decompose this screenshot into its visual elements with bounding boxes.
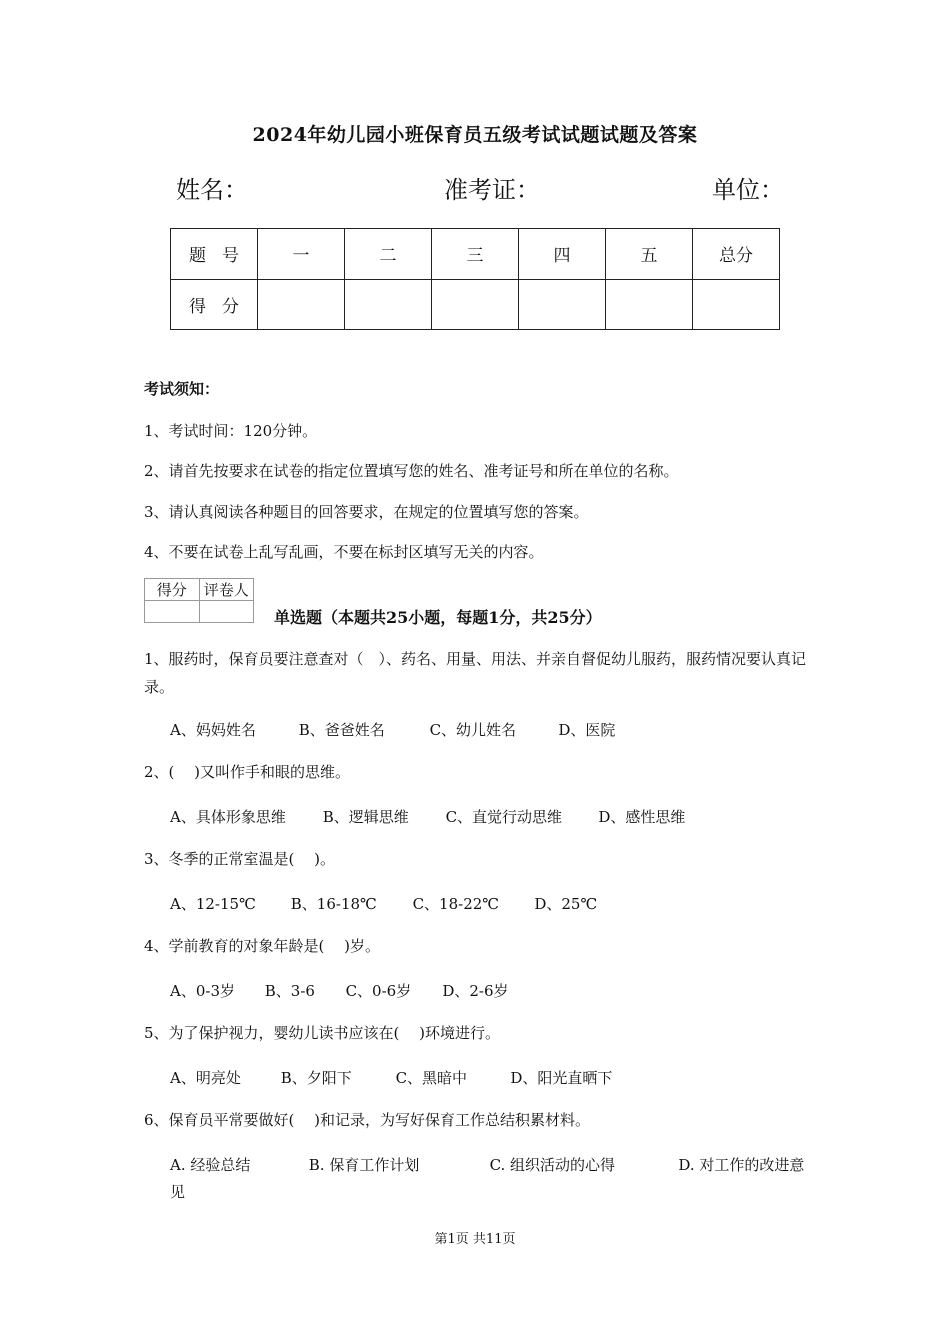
question-stem: 4、学前教育的对象年龄是( )岁。 [144, 937, 381, 955]
option-a[interactable]: A、妈妈姓名 [170, 721, 256, 739]
score-table-col-1: 一 [258, 229, 345, 280]
question-options [170, 1067, 612, 1088]
grader-box-score-cell[interactable] [145, 601, 200, 623]
question-options [170, 806, 685, 827]
option-d[interactable]: D、25℃ [534, 895, 598, 913]
question-stem: 6、保育员平常要做好( )和记录，为写好保育工作总结积累材料。 [144, 1111, 591, 1129]
option-d[interactable]: D、感性思维 [598, 808, 686, 826]
score-table-col-3: 三 [432, 229, 519, 280]
question-stem: 1、服药时，保育员要注意查对（ ）、药名、用量、用法、并亲自督促幼儿服药，服药情况要认真记录。 [144, 650, 807, 696]
option-c[interactable]: C、18-22℃ [412, 895, 500, 913]
option-a[interactable]: A、0-3岁 [170, 982, 235, 1000]
notice-heading: 考试须知： [144, 380, 220, 398]
option-c[interactable]: C、幼儿姓名 [429, 721, 517, 739]
question-options [170, 719, 615, 740]
option-a[interactable]: A、具体形象思维 [170, 808, 286, 826]
option-a[interactable]: A、12-15℃ [170, 895, 256, 913]
score-cell-4[interactable] [519, 279, 606, 330]
option-b[interactable]: B、夕阳下 [280, 1069, 352, 1087]
score-table [170, 228, 780, 330]
grader-box-score-label: 得分 [145, 579, 200, 601]
option-c[interactable]: C. 组织活动的心得 [489, 1156, 616, 1174]
score-table-col-4: 四 [519, 229, 606, 280]
notice-item: 3、请认真阅读各种题目的回答要求，在规定的位置填写您的答案。 [144, 503, 589, 521]
score-cell-3[interactable] [432, 279, 519, 330]
section-title: 单选题（本题共25小题，每题1分，共25分） [274, 608, 602, 627]
option-a[interactable]: A. 经验总结 [170, 1156, 251, 1174]
score-cell-2[interactable] [345, 279, 432, 330]
question-options [170, 980, 509, 1001]
question-stem: 2、( )又叫作手和眼的思维。 [144, 763, 351, 781]
score-table-col-total: 总分 [693, 229, 780, 280]
option-d[interactable]: D、2-6岁 [442, 982, 509, 1000]
option-c[interactable]: C、黑暗中 [395, 1069, 468, 1087]
question-options [170, 893, 597, 914]
notice-item: 4、不要在试卷上乱写乱画，不要在标封区填写无关的内容。 [144, 543, 544, 561]
score-table-col-5: 五 [606, 229, 693, 280]
option-b[interactable]: B、爸爸姓名 [298, 721, 385, 739]
score-cell-total[interactable] [693, 279, 780, 330]
score-table-col-2: 二 [345, 229, 432, 280]
option-b[interactable]: B、逻辑思维 [322, 808, 409, 826]
score-table-score-row [171, 279, 780, 330]
score-table-label-score: 得分 [171, 279, 258, 330]
notice-item: 1、考试时间：120分钟。 [144, 422, 318, 440]
question-stem: 5、为了保护视力，婴幼儿读书应该在( )环境进行。 [144, 1024, 501, 1042]
grader-box-grader-cell[interactable] [199, 601, 254, 623]
score-table-label-question-no: 题号 [171, 229, 258, 280]
option-d[interactable]: D、阳光直晒下 [510, 1069, 613, 1087]
notice-item: 2、请首先按要求在试卷的指定位置填写您的姓名、准考证号和所在单位的名称。 [144, 462, 679, 480]
exam-number-field-label: 准考证： [444, 176, 540, 204]
option-b[interactable]: B、3-6 [264, 982, 315, 1000]
page-footer: 第1页 共11页 [434, 1232, 516, 1247]
unit-field-label: 单位： [712, 176, 784, 204]
score-table-header-row [171, 229, 780, 280]
name-field-label: 姓名： [176, 176, 248, 204]
grader-box [144, 578, 254, 623]
grader-box-grader-label: 评卷人 [199, 579, 254, 601]
option-b[interactable]: B. 保育工作计划 [308, 1156, 420, 1174]
document-title: 2024年幼儿园小班保育员五级考试试题试题及答案 [252, 124, 698, 146]
option-c[interactable]: C、0-6岁 [345, 982, 412, 1000]
option-b[interactable]: B、16-18℃ [290, 895, 377, 913]
question-options [170, 1152, 814, 1206]
score-cell-5[interactable] [606, 279, 693, 330]
score-cell-1[interactable] [258, 279, 345, 330]
question-stem: 3、冬季的正常室温是( )。 [144, 850, 336, 868]
option-a[interactable]: A、明亮处 [170, 1069, 241, 1087]
option-d[interactable]: D. 对工作的改进意见 [170, 1156, 805, 1201]
option-c[interactable]: C、直觉行动思维 [445, 808, 563, 826]
option-d[interactable]: D、医院 [558, 721, 616, 739]
